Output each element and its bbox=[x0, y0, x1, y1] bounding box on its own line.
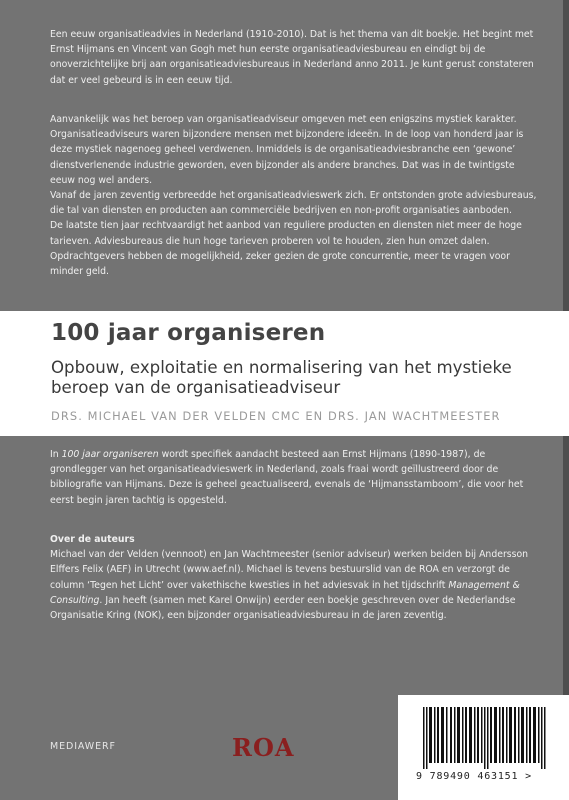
intro-paragraph bbox=[50, 27, 538, 88]
title-band bbox=[0, 311, 569, 436]
about-text-after: . Jan heeft (samen met Karel Onwijn) eerder een boekje geschreven over de Nederlandse Organisatie Kring (NOK), een bijzonder organisatieadviesbureau in de jaren zeventig. bbox=[50, 594, 516, 622]
about-authors-section bbox=[50, 532, 538, 623]
publisher-logo: MEDIAWERF bbox=[50, 741, 116, 752]
history-paragraph-2: Vanaf de jaren zeventig verbreedde het organisatieadvieswerk zich. Er ontstonden grote adviesbureaus, die tal van diensten en producten aan commerciële bedrijven en non-profit organisaties aanboden. bbox=[50, 190, 537, 217]
book-authors: DRS. MICHAEL VAN DER VELDEN CMC EN DRS. JAN WACHTMEESTER bbox=[51, 409, 501, 423]
about-italic: Management & Consulting bbox=[50, 579, 520, 606]
summary-italic-title: 100 jaar organiseren bbox=[61, 449, 159, 460]
summary-body: wordt specifiek aandacht besteed aan Ernst Hijmans (1890-1987), de grondlegger van het organisatieadvieswerk in Nederland, zoals fraai wordt geïllustreerd door de bibliografie van Hijmans. Deze is geheel geactualiseerd, evenals de ‘Hijmansstamboom’, die voor het eerst begin jaren tachtig is opgesteld. bbox=[50, 449, 524, 506]
intro-text: Een eeuw organisatieadvies in Nederland (1910-2010). Dat is het thema van dit boekje. Het begint met Ernst Hijmans en Vincent van Gogh met hun eerste organisatieadviesbureau en eindigt bij de onoverzichtelijke brij aan organisatieadviesbureaus in Nederland anno 2011. Je kunt gerust constateren dat er veel gebeurd is in een eeuw tijd. bbox=[50, 29, 534, 86]
about-text bbox=[50, 547, 538, 623]
about-text-before: Michael van der Velden (vennoot) en Jan Wachtmeester (senior adviseur) werken beiden bij Andersson Elffers Felix (AEF) in Utrecht (www.aef.nl). Michael is tevens bestuurslid van de ROA en verzorgt de column ‘Tegen het Licht’ over vakethische kwesties in het adviesvak in het tijdschrift bbox=[50, 549, 529, 591]
book-title: 100 jaar organiseren bbox=[51, 320, 326, 346]
summary-paragraph bbox=[50, 447, 538, 508]
history-section bbox=[50, 112, 538, 279]
history-paragraph-3: De laatste tien jaar rechtvaardigt het aanbod van reguliere producten en diensten niet meer de hoge tarieven. Adviesbureaus die hun hoge tarieven proberen vol te houden, zien hun omzet dalen. Opdrachtgevers hebben de mogelijkheid, zeker gezien de grote concurrentie, meer te vragen voor minder geld. bbox=[50, 220, 522, 278]
book-subtitle: Opbouw, exploitatie en normalisering van het mystieke beroep van de organisatieadviseur bbox=[51, 358, 512, 397]
summary-prefix: In bbox=[50, 449, 62, 460]
summary-text bbox=[50, 447, 538, 508]
about-heading: Over de auteurs bbox=[50, 534, 135, 545]
roa-logo: ROA bbox=[232, 733, 295, 762]
barcode-area bbox=[398, 695, 569, 800]
barcode-icon bbox=[423, 707, 549, 769]
isbn-number: 9 789490 463151 > bbox=[416, 771, 532, 782]
history-paragraph-1: Aanvankelijk was het beroep van organisatieadviseur omgeven met een enigszins mystiek karakter. Organisatieadviseurs waren bijzondere mensen met bijzondere ideeën. In de loop van honderd jaar is deze mystiek nagenoeg geheel verdwenen. Inmiddels is de organisatieadviesbranche een ‘gewone’ dienstverlenende industrie geworden, even bijzonder als andere branches. Dat was in de twintigste eeuw nog wel anders. bbox=[50, 114, 524, 186]
